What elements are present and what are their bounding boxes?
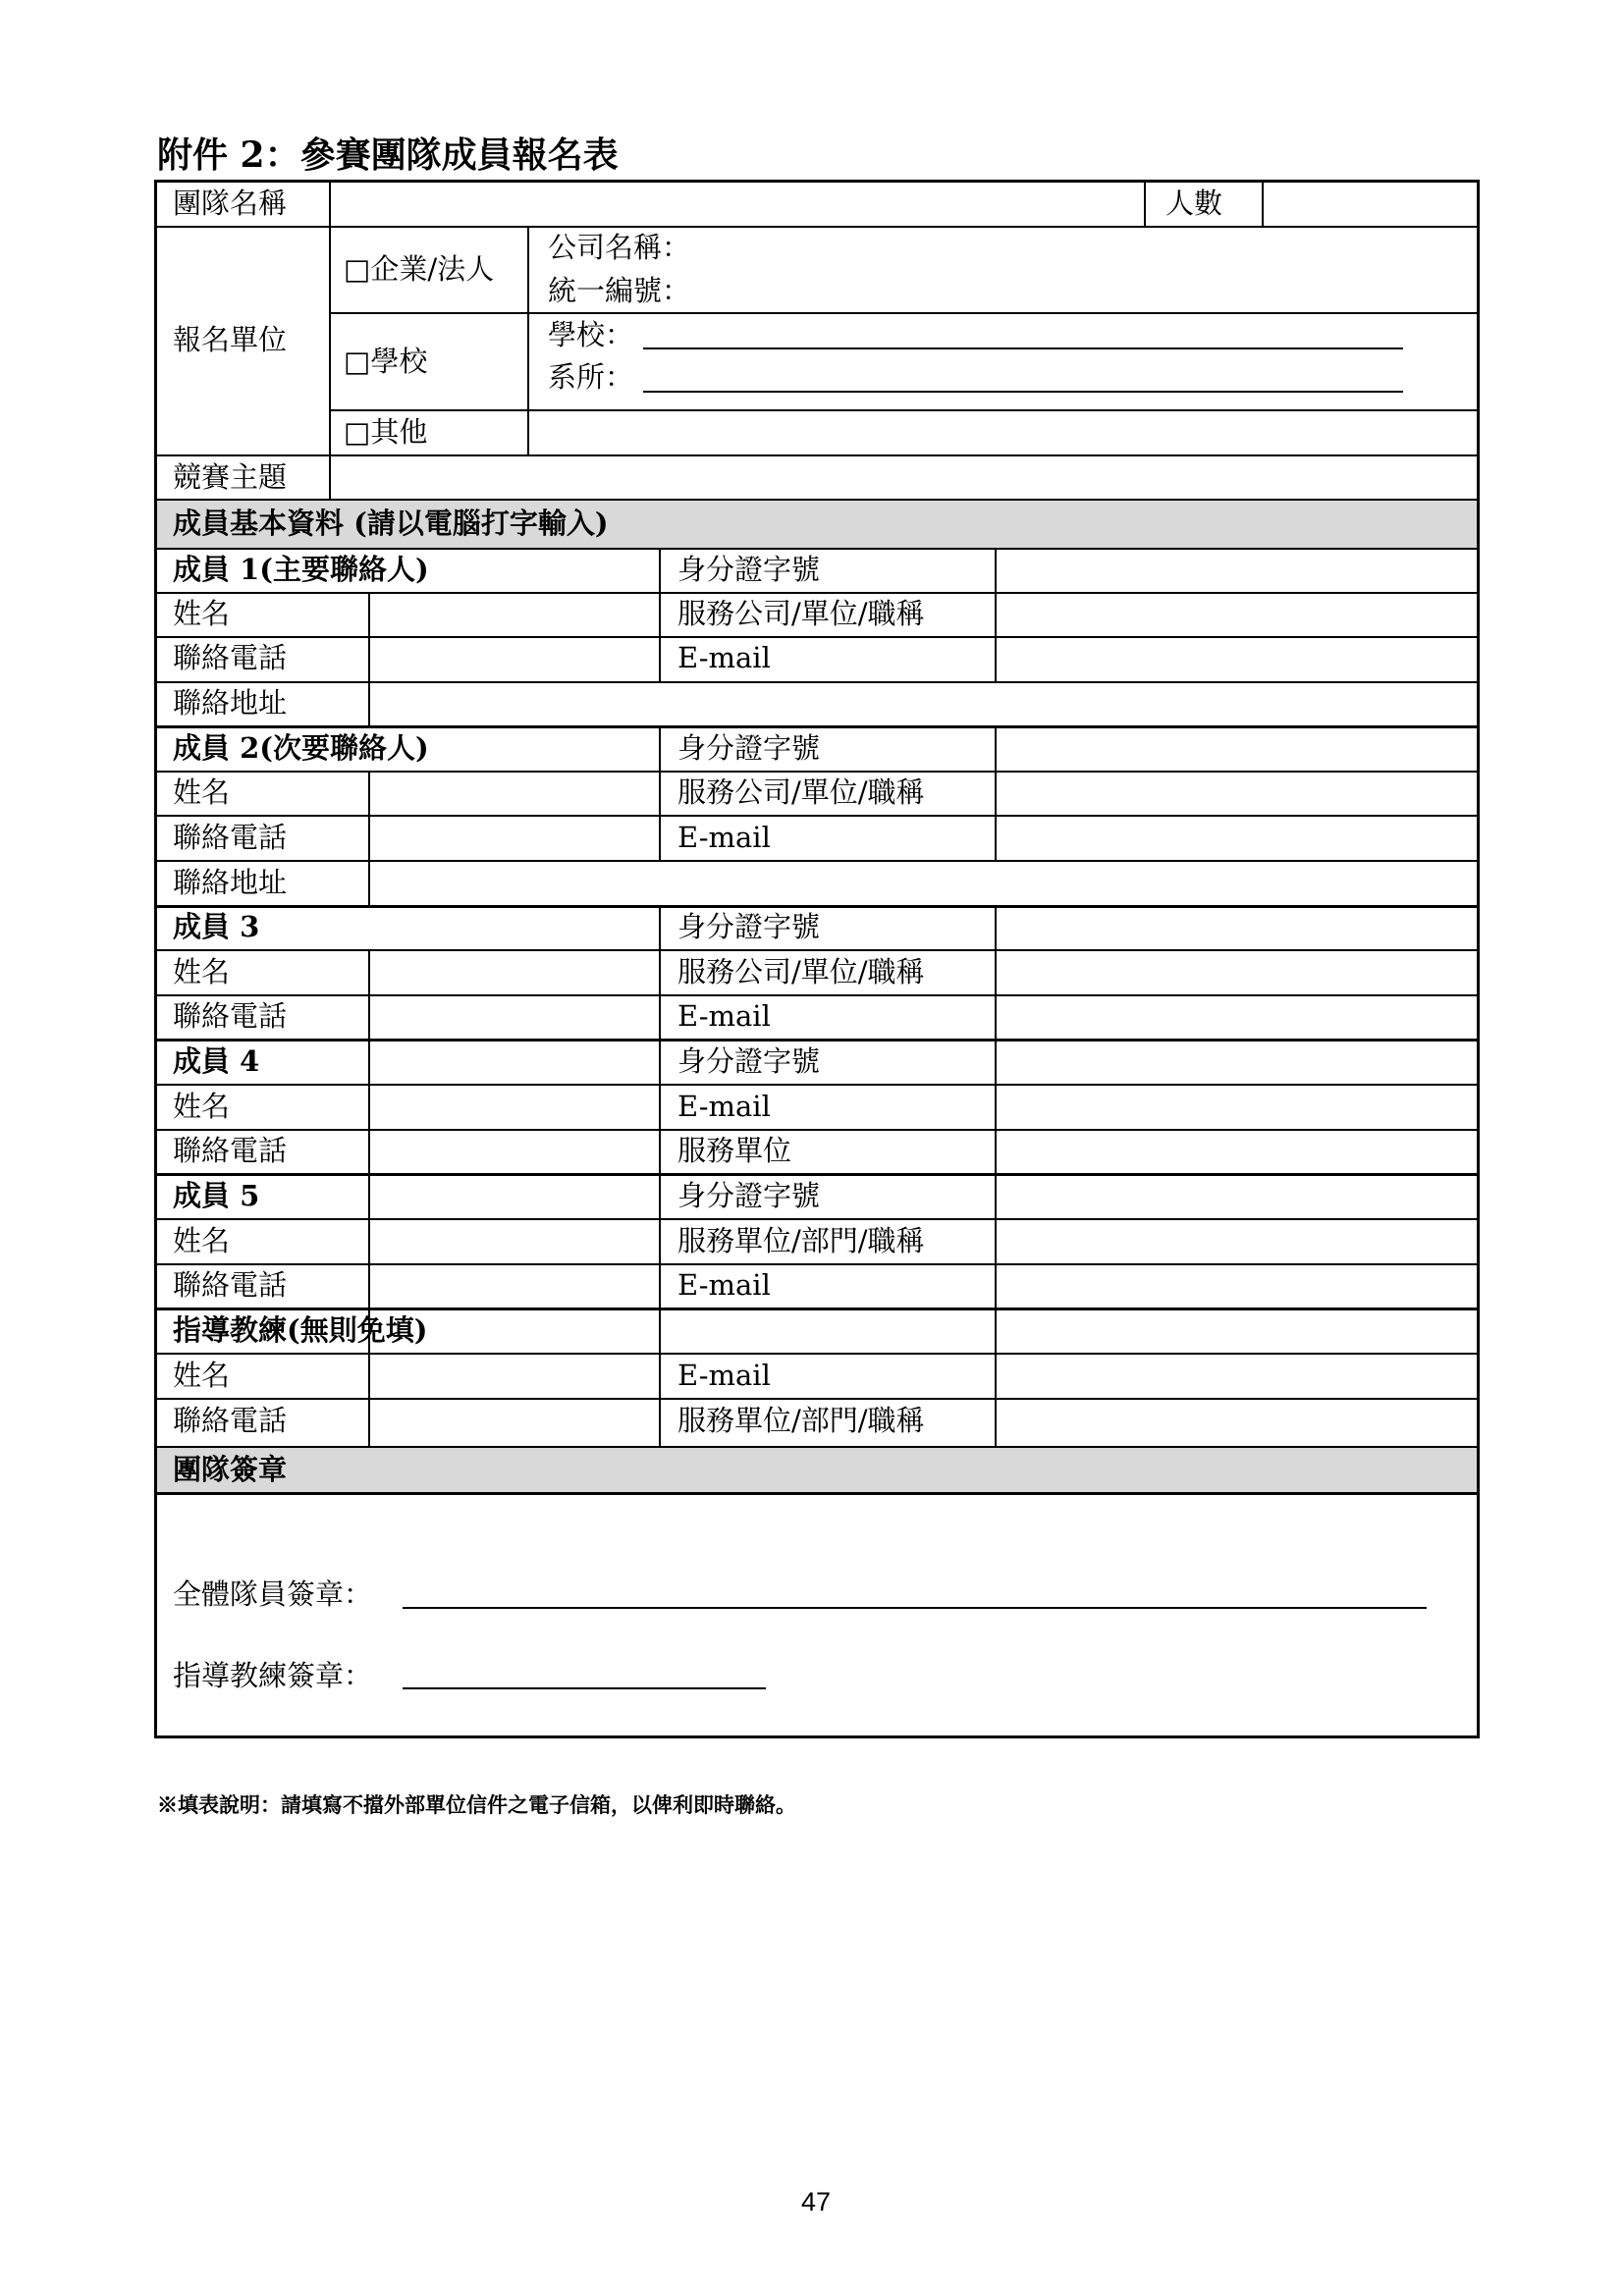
member2-id-label: 身分證字號 bbox=[677, 731, 821, 765]
department-field-line[interactable] bbox=[643, 391, 1403, 393]
department-label: 系所： bbox=[548, 360, 634, 394]
member3-email-label: E-mail bbox=[677, 999, 771, 1033]
member5-org-label: 服務單位/部門/職稱 bbox=[677, 1224, 925, 1257]
member5-email-label: E-mail bbox=[677, 1268, 771, 1302]
team-name-label: 團隊名稱 bbox=[173, 187, 288, 220]
member3-name-label: 姓名 bbox=[173, 955, 231, 988]
coach-org-label: 服務單位/部門/職稱 bbox=[677, 1404, 925, 1437]
school-field-line[interactable] bbox=[643, 347, 1403, 349]
signature-header: 團隊簽章 bbox=[173, 1453, 288, 1486]
tax-id-label: 統一編號： bbox=[548, 274, 691, 307]
member3-phone-label: 聯絡電話 bbox=[173, 999, 288, 1033]
all-members-signature-label: 全體隊員簽章： bbox=[173, 1577, 373, 1611]
member1-name-label: 姓名 bbox=[173, 597, 231, 630]
signature-header-shade bbox=[157, 1448, 1477, 1493]
team-count-field[interactable] bbox=[1265, 183, 1477, 225]
all-members-signature-line[interactable] bbox=[403, 1607, 1427, 1609]
member5-id-label: 身分證字號 bbox=[677, 1179, 821, 1212]
coach-signature-line[interactable] bbox=[403, 1687, 766, 1689]
member1-org-label: 服務公司/單位/職稱 bbox=[677, 597, 925, 630]
member1-email-label: E-mail bbox=[677, 641, 771, 674]
coach-title: 指導教練(無則免填) bbox=[173, 1313, 428, 1347]
member4-unit-label: 服務單位 bbox=[677, 1134, 792, 1167]
topic-label: 競賽主題 bbox=[173, 460, 288, 494]
member3-title: 成員 3 bbox=[173, 910, 260, 943]
page-number: 47 bbox=[801, 2187, 832, 2216]
coach-name-label: 姓名 bbox=[173, 1359, 231, 1392]
member5-name-label: 姓名 bbox=[173, 1224, 231, 1257]
member4-phone-label: 聯絡電話 bbox=[173, 1134, 288, 1167]
member2-email-label: E-mail bbox=[677, 821, 771, 854]
team-name-field[interactable] bbox=[332, 183, 1143, 225]
member5-phone-label: 聯絡電話 bbox=[173, 1268, 288, 1302]
registration-unit-label: 報名單位 bbox=[173, 323, 288, 356]
member3-org-label: 服務公司/單位/職稱 bbox=[677, 955, 925, 988]
member2-name-label: 姓名 bbox=[173, 775, 231, 809]
member2-address-label: 聯絡地址 bbox=[173, 866, 288, 899]
member4-name-label: 姓名 bbox=[173, 1090, 231, 1123]
topic-field[interactable] bbox=[332, 457, 1477, 498]
member1-phone-label: 聯絡電話 bbox=[173, 641, 288, 674]
company-name-label: 公司名稱： bbox=[548, 231, 691, 264]
member4-email-label: E-mail bbox=[677, 1090, 771, 1123]
other-checkbox[interactable]: □其他 bbox=[344, 415, 428, 449]
coach-signature-label: 指導教練簽章： bbox=[173, 1659, 373, 1692]
page-title: 附件 2：參賽團隊成員報名表 bbox=[157, 134, 619, 176]
member1-title: 成員 1(主要聯絡人) bbox=[173, 553, 429, 586]
corporate-checkbox[interactable]: □企業/法人 bbox=[344, 252, 495, 286]
member2-org-label: 服務公司/單位/職稱 bbox=[677, 775, 925, 809]
members-section-header: 成員基本資料 (請以電腦打字輸入) bbox=[173, 507, 609, 540]
coach-phone-label: 聯絡電話 bbox=[173, 1404, 288, 1437]
member3-id-label: 身分證字號 bbox=[677, 910, 821, 943]
member1-address-label: 聯絡地址 bbox=[173, 686, 288, 720]
member5-title: 成員 5 bbox=[173, 1179, 260, 1212]
team-count-label: 人數 bbox=[1165, 187, 1223, 220]
member4-title: 成員 4 bbox=[173, 1044, 260, 1078]
coach-email-label: E-mail bbox=[677, 1359, 771, 1392]
member4-id-label: 身分證字號 bbox=[677, 1044, 821, 1078]
member1-id-label: 身分證字號 bbox=[677, 553, 821, 586]
member2-title: 成員 2(次要聯絡人) bbox=[173, 731, 429, 765]
member2-phone-label: 聯絡電話 bbox=[173, 821, 288, 854]
fill-note: ※填表說明：請填寫不擋外部單位信件之電子信箱，以俾利即時聯絡。 bbox=[157, 1792, 796, 1817]
school-label: 學校： bbox=[548, 318, 634, 351]
school-checkbox[interactable]: □學校 bbox=[344, 345, 428, 378]
